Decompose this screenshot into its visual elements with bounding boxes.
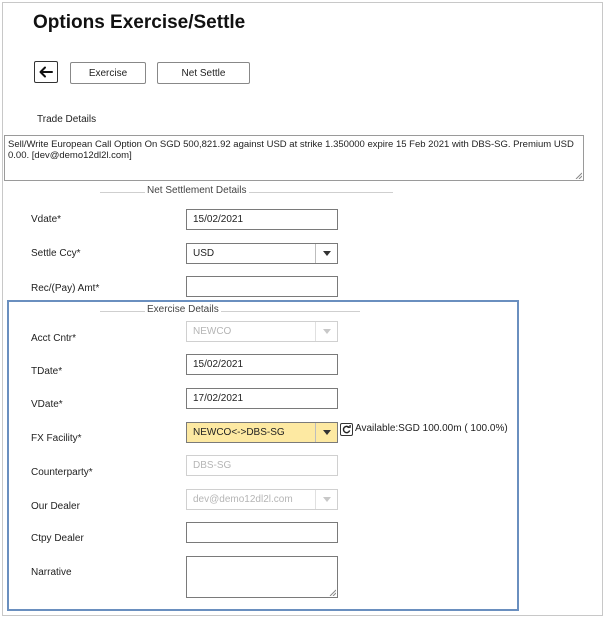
our-dealer-value: dev@demo12dl2l.com xyxy=(193,494,293,505)
acct-cntr-label: Acct Cntr* xyxy=(31,333,77,344)
acct-cntr-select xyxy=(186,321,338,342)
fx-facility-label: FX Facility* xyxy=(31,433,82,444)
page-title: Options Exercise/Settle xyxy=(33,12,246,33)
narrative-textarea[interactable] xyxy=(186,556,338,598)
trade-details-label: Trade Details xyxy=(37,114,97,125)
resize-handle-icon[interactable] xyxy=(575,172,582,179)
our-dealer-select xyxy=(186,489,338,510)
fx-facility-select[interactable] xyxy=(186,422,338,443)
refresh-icon xyxy=(342,425,351,434)
settle-ccy-label: Settle Ccy* xyxy=(31,248,81,259)
chevron-down-icon xyxy=(315,490,337,509)
exercise-vdate-label: VDate* xyxy=(31,399,63,410)
settle-ccy-value: USD xyxy=(193,248,215,259)
ctpy-dealer-label: Ctpy Dealer xyxy=(31,533,84,544)
exercise-details-section-title: Exercise Details xyxy=(147,304,219,315)
vdate-field[interactable]: 15/02/2021 xyxy=(186,209,338,230)
counterparty-field: DBS-SG xyxy=(186,455,338,476)
chevron-down-icon[interactable] xyxy=(315,423,337,442)
facility-available-text: Available:SGD 100.00m ( 100.0%) xyxy=(355,423,508,434)
trade-details-text: Sell/Write European Call Option On SGD 500,821.92 against USD at strike 1.350000 expire 15 Feb 2021 with DBS-SG. Premium USD 0.00. [dev@demo12dl2l.com] xyxy=(8,139,574,161)
tdate-field[interactable]: 15/02/2021 xyxy=(186,354,338,375)
ctpy-dealer-field[interactable] xyxy=(186,522,338,543)
chevron-down-icon[interactable] xyxy=(315,244,337,263)
net-settlement-section-title: Net Settlement Details xyxy=(147,185,247,196)
acct-cntr-value: NEWCO xyxy=(193,326,232,337)
chevron-down-icon xyxy=(315,322,337,341)
settle-ccy-select[interactable] xyxy=(186,243,338,264)
refresh-button[interactable] xyxy=(340,423,353,436)
exercise-details-divider xyxy=(100,311,360,312)
fx-facility-value: NEWCO<->DBS-SG xyxy=(193,427,285,438)
net-settle-button[interactable]: Net Settle xyxy=(157,62,250,84)
tdate-label: TDate* xyxy=(31,366,63,377)
exercise-vdate-field[interactable]: 17/02/2021 xyxy=(186,388,338,409)
our-dealer-label: Our Dealer xyxy=(31,501,80,512)
trade-details-textarea[interactable] xyxy=(4,135,584,181)
rec-pay-amt-field[interactable] xyxy=(186,276,338,297)
arrow-left-icon xyxy=(39,66,53,78)
exercise-button[interactable]: Exercise xyxy=(70,62,146,84)
vdate-label: Vdate* xyxy=(31,214,62,225)
rec-pay-amt-label: Rec/(Pay) Amt* xyxy=(31,283,100,294)
back-button[interactable] xyxy=(34,61,58,83)
resize-handle-icon[interactable] xyxy=(329,589,336,596)
counterparty-label: Counterparty* xyxy=(31,467,93,478)
narrative-label: Narrative xyxy=(31,567,72,578)
